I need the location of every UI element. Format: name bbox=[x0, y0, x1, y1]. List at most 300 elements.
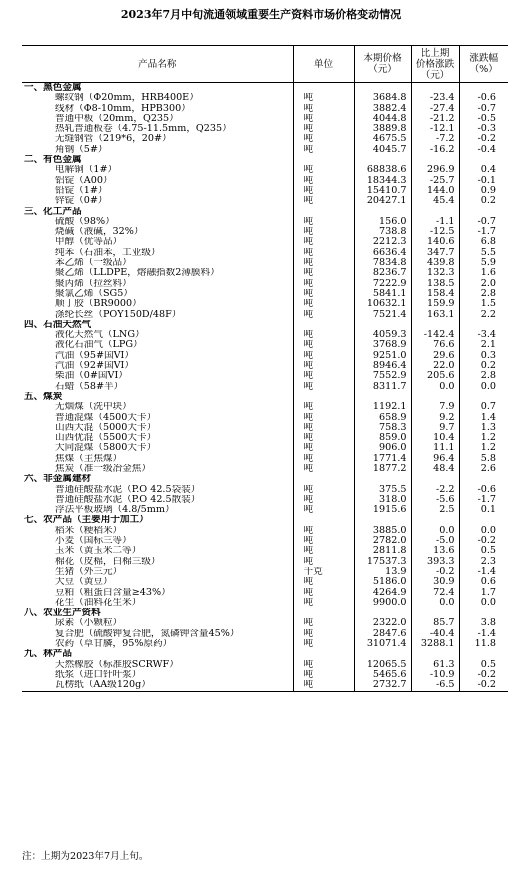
change-cell: 96.4 bbox=[411, 454, 459, 464]
product-name: 电解铜（1#） bbox=[55, 165, 118, 176]
table-row bbox=[22, 176, 508, 186]
product-name: 柴油（0#国VI） bbox=[55, 371, 128, 382]
pct-cell: -0.2 bbox=[459, 134, 508, 144]
product-name: 铝锭（A00） bbox=[55, 175, 113, 186]
category-row bbox=[22, 83, 508, 94]
table-row bbox=[22, 145, 508, 155]
table-row bbox=[22, 217, 508, 227]
category-label: 九、林产品 bbox=[24, 649, 72, 660]
unit-cell: 吨 bbox=[293, 577, 354, 587]
change-cell: -12.1 bbox=[411, 124, 459, 134]
pct-cell: -3.4 bbox=[459, 330, 508, 340]
table-row bbox=[22, 546, 508, 556]
change-cell: 0.0 bbox=[411, 598, 459, 608]
change-cell: 76.6 bbox=[411, 340, 459, 350]
pct-cell: -0.7 bbox=[459, 104, 508, 114]
pct-cell: -0.6 bbox=[459, 93, 508, 103]
table-row bbox=[22, 598, 508, 608]
table-row bbox=[22, 443, 508, 453]
table-row bbox=[22, 237, 508, 247]
change-cell bbox=[411, 649, 459, 659]
price-cell: 9251.0 bbox=[354, 351, 411, 361]
change-cell bbox=[411, 474, 459, 484]
unit-cell: 吨 bbox=[293, 237, 354, 247]
pct-cell: 0.0 bbox=[459, 526, 508, 536]
pct-cell bbox=[459, 474, 508, 484]
change-cell: 7.9 bbox=[411, 402, 459, 412]
change-cell: 11.1 bbox=[411, 443, 459, 453]
price-cell: 17537.3 bbox=[354, 557, 411, 567]
pct-cell: 2.3 bbox=[459, 557, 508, 567]
price-cell: 3684.8 bbox=[354, 93, 411, 103]
unit-cell bbox=[293, 83, 354, 94]
unit-cell: 吨 bbox=[293, 371, 354, 381]
table-row bbox=[22, 227, 508, 237]
pct-cell: 2.8 bbox=[459, 371, 508, 381]
pct-cell: 0.2 bbox=[459, 361, 508, 371]
product-name: 甲醇（优等品） bbox=[55, 237, 123, 248]
pct-cell: 5.5 bbox=[459, 248, 508, 258]
pct-cell: 5.8 bbox=[459, 454, 508, 464]
table-row bbox=[22, 567, 508, 577]
price-cell: 2322.0 bbox=[354, 618, 411, 628]
product-name: 浮法平板玻璃（4.8/5mm） bbox=[55, 505, 175, 516]
unit-cell: 吨 bbox=[293, 176, 354, 186]
table-row bbox=[22, 485, 508, 495]
table-row bbox=[22, 289, 508, 299]
unit-cell: 吨 bbox=[293, 279, 354, 289]
pct-cell: -0.6 bbox=[459, 485, 508, 495]
unit-cell: 吨 bbox=[293, 598, 354, 608]
pct-cell: 1.4 bbox=[459, 413, 508, 423]
unit-cell: 吨 bbox=[293, 258, 354, 268]
category-label: 二、有色金属 bbox=[24, 155, 82, 166]
table-row bbox=[22, 402, 508, 412]
unit-cell: 吨 bbox=[293, 351, 354, 361]
product-name: 热轧普通板卷（4.75-11.5mm，Q235） bbox=[55, 124, 232, 135]
table-row bbox=[22, 505, 508, 515]
product-name: 聚丙烯（拉丝料） bbox=[55, 278, 132, 289]
unit-cell: 吨 bbox=[293, 485, 354, 495]
pct-cell: 2.2 bbox=[459, 310, 508, 320]
change-cell: 45.4 bbox=[411, 196, 459, 206]
change-cell: 140.6 bbox=[411, 237, 459, 247]
price-cell: 1877.2 bbox=[354, 464, 411, 474]
unit-cell: 吨 bbox=[293, 361, 354, 371]
product-name: 纸浆（进口针叶浆） bbox=[55, 669, 142, 680]
pct-cell: -0.2 bbox=[459, 670, 508, 680]
product-name: 铅锭（1#） bbox=[55, 185, 108, 196]
pct-cell: -0.4 bbox=[459, 145, 508, 155]
price-table bbox=[22, 45, 508, 692]
table-row bbox=[22, 134, 508, 144]
product-name: 棉花（皮棉，白棉三级） bbox=[55, 556, 161, 567]
pct-cell: 0.2 bbox=[459, 196, 508, 206]
unit-cell: 吨 bbox=[293, 557, 354, 567]
table-row bbox=[22, 577, 508, 587]
product-name: 线材（Φ8-10mm，HPB300） bbox=[55, 103, 191, 114]
pct-cell: 2.1 bbox=[459, 340, 508, 350]
price-cell: 4059.3 bbox=[354, 330, 411, 340]
change-cell: 144.0 bbox=[411, 186, 459, 196]
unit-cell: 吨 bbox=[293, 495, 354, 505]
product-name: 汽油（92#国VI） bbox=[55, 361, 134, 372]
product-name: 液化天然气（LNG） bbox=[55, 330, 145, 341]
product-name: 花生（油料花生米） bbox=[55, 597, 142, 608]
product-name: 农药（草甘膦，95%原药） bbox=[55, 639, 173, 650]
product-name: 生猪（外三元） bbox=[55, 566, 123, 577]
unit-cell: 吨 bbox=[293, 248, 354, 258]
price-cell: 3889.8 bbox=[354, 124, 411, 134]
table-row bbox=[22, 371, 508, 381]
header-name: 产品名称 bbox=[22, 46, 293, 83]
category-row bbox=[22, 207, 508, 217]
price-cell: 8946.4 bbox=[354, 361, 411, 371]
price-cell: 7834.8 bbox=[354, 258, 411, 268]
price-cell: 18344.3 bbox=[354, 176, 411, 186]
product-name: 山西优混（5500大卡） bbox=[55, 433, 157, 444]
footnote: 注：上期为2023年7月上旬。 bbox=[22, 851, 149, 862]
table-row bbox=[22, 413, 508, 423]
price-cell: 68838.6 bbox=[354, 165, 411, 175]
pct-cell bbox=[459, 83, 508, 94]
table-row bbox=[22, 464, 508, 474]
change-cell: -16.2 bbox=[411, 145, 459, 155]
pct-cell: 0.1 bbox=[459, 505, 508, 515]
pct-cell: -1.7 bbox=[459, 495, 508, 505]
pct-cell: 0.5 bbox=[459, 546, 508, 556]
price-cell: 12065.5 bbox=[354, 660, 411, 670]
product-name: 普通混煤（4500大卡） bbox=[55, 412, 157, 423]
unit-cell bbox=[293, 608, 354, 618]
unit-cell: 吨 bbox=[293, 454, 354, 464]
price-cell: 4675.5 bbox=[354, 134, 411, 144]
unit-cell: 吨 bbox=[293, 680, 354, 691]
unit-cell: 吨 bbox=[293, 93, 354, 103]
change-cell bbox=[411, 83, 459, 94]
table-row bbox=[22, 340, 508, 350]
price-cell: 1771.4 bbox=[354, 454, 411, 464]
change-cell: 3288.1 bbox=[411, 639, 459, 649]
change-cell: 138.5 bbox=[411, 279, 459, 289]
change-cell: 29.6 bbox=[411, 351, 459, 361]
change-cell: 205.6 bbox=[411, 371, 459, 381]
change-cell bbox=[411, 155, 459, 165]
category-row bbox=[22, 474, 508, 484]
unit-cell bbox=[293, 649, 354, 659]
pct-cell: 0.3 bbox=[459, 351, 508, 361]
unit-cell: 吨 bbox=[293, 618, 354, 628]
pct-cell: 0.9 bbox=[459, 186, 508, 196]
unit-cell: 吨 bbox=[293, 289, 354, 299]
price-cell bbox=[354, 392, 411, 402]
pct-cell: 1.3 bbox=[459, 423, 508, 433]
change-cell: 159.9 bbox=[411, 299, 459, 309]
product-name: 大同混煤（5800大卡） bbox=[55, 443, 157, 454]
change-cell: 2.5 bbox=[411, 505, 459, 515]
price-cell: 6636.4 bbox=[354, 248, 411, 258]
change-cell bbox=[411, 320, 459, 330]
table-row bbox=[22, 310, 508, 320]
unit-cell: 吨 bbox=[293, 402, 354, 412]
product-name: 锌锭（0#） bbox=[55, 196, 108, 207]
change-cell: 347.7 bbox=[411, 248, 459, 258]
pct-cell: 5.9 bbox=[459, 258, 508, 268]
product-name: 无烟煤（洗中块） bbox=[55, 402, 132, 413]
unit-cell: 吨 bbox=[293, 660, 354, 670]
unit-cell: 吨 bbox=[293, 330, 354, 340]
pct-cell bbox=[459, 649, 508, 659]
table-row bbox=[22, 423, 508, 433]
change-cell: 61.3 bbox=[411, 660, 459, 670]
product-name: 玉米（黄玉米二等） bbox=[55, 546, 142, 557]
change-cell: -40.4 bbox=[411, 629, 459, 639]
table-row bbox=[22, 186, 508, 196]
price-cell: 8311.7 bbox=[354, 382, 411, 392]
unit-cell: 吨 bbox=[293, 124, 354, 134]
price-cell bbox=[354, 608, 411, 618]
pct-cell: 0.5 bbox=[459, 660, 508, 670]
pct-cell: -1.4 bbox=[459, 629, 508, 639]
table-row bbox=[22, 279, 508, 289]
pct-cell: 0.0 bbox=[459, 598, 508, 608]
product-name: 硫酸（98%） bbox=[55, 216, 115, 227]
price-cell: 738.8 bbox=[354, 227, 411, 237]
change-cell: 85.7 bbox=[411, 618, 459, 628]
pct-cell: 1.5 bbox=[459, 299, 508, 309]
unit-cell: 吨 bbox=[293, 217, 354, 227]
change-cell: 22.0 bbox=[411, 361, 459, 371]
change-cell: -5.6 bbox=[411, 495, 459, 505]
change-cell: -2.2 bbox=[411, 485, 459, 495]
unit-cell: 千克 bbox=[293, 567, 354, 577]
price-cell: 5841.1 bbox=[354, 289, 411, 299]
unit-cell: 吨 bbox=[293, 186, 354, 196]
pct-cell: 0.0 bbox=[459, 382, 508, 392]
change-cell: -10.9 bbox=[411, 670, 459, 680]
category-label: 四、石油天然气 bbox=[24, 319, 92, 330]
product-name: 尿素（小颗粒） bbox=[55, 618, 123, 629]
price-cell: 906.0 bbox=[354, 443, 411, 453]
table-row bbox=[22, 382, 508, 392]
change-cell: 296.9 bbox=[411, 165, 459, 175]
change-cell: 132.3 bbox=[411, 268, 459, 278]
price-cell: 7552.9 bbox=[354, 371, 411, 381]
header-change: 比上期 价格涨跌 （元） bbox=[411, 46, 459, 83]
unit-cell: 吨 bbox=[293, 310, 354, 320]
table-row bbox=[22, 104, 508, 114]
change-cell: -142.4 bbox=[411, 330, 459, 340]
change-cell bbox=[411, 608, 459, 618]
table-row bbox=[22, 248, 508, 258]
unit-cell bbox=[293, 320, 354, 330]
pct-cell: 0.4 bbox=[459, 165, 508, 175]
unit-cell: 吨 bbox=[293, 227, 354, 237]
pct-cell: 1.2 bbox=[459, 433, 508, 443]
pct-cell: 11.8 bbox=[459, 639, 508, 649]
price-cell: 859.0 bbox=[354, 433, 411, 443]
product-name: 焦炭（准一级冶金焦） bbox=[55, 463, 151, 474]
change-cell: -21.2 bbox=[411, 114, 459, 124]
category-row bbox=[22, 155, 508, 165]
pct-cell: -0.3 bbox=[459, 124, 508, 134]
table-row bbox=[22, 165, 508, 175]
change-cell: 48.4 bbox=[411, 464, 459, 474]
change-cell: 72.4 bbox=[411, 588, 459, 598]
product-name: 天然橡胶（标准胶SCRWF） bbox=[55, 659, 179, 670]
product-name: 液化石油气（LPG） bbox=[55, 340, 143, 351]
price-cell: 375.5 bbox=[354, 485, 411, 495]
unit-cell: 吨 bbox=[293, 536, 354, 546]
table-row bbox=[22, 670, 508, 680]
table-row bbox=[22, 618, 508, 628]
header-price: 本期价格 （元） bbox=[354, 46, 411, 83]
unit-cell bbox=[293, 515, 354, 525]
product-name: 焦煤（主焦煤） bbox=[55, 453, 123, 464]
pct-cell bbox=[459, 608, 508, 618]
price-cell: 2732.7 bbox=[354, 680, 411, 691]
product-name: 普通硅酸盐水泥（P.O 42.5袋装） bbox=[55, 484, 201, 495]
price-cell: 318.0 bbox=[354, 495, 411, 505]
product-name: 汽油（95#国VI） bbox=[55, 350, 134, 361]
pct-cell: 6.8 bbox=[459, 237, 508, 247]
change-cell: 0.0 bbox=[411, 526, 459, 536]
table-row bbox=[22, 660, 508, 670]
unit-cell bbox=[293, 474, 354, 484]
table-row bbox=[22, 639, 508, 649]
price-cell bbox=[354, 320, 411, 330]
product-name: 普通中板（20mm，Q235） bbox=[55, 113, 179, 124]
price-cell: 7222.9 bbox=[354, 279, 411, 289]
category-label: 一、黑色金属 bbox=[24, 82, 82, 93]
change-cell: -27.4 bbox=[411, 104, 459, 114]
category-row bbox=[22, 392, 508, 402]
unit-cell bbox=[293, 392, 354, 402]
price-cell: 10632.1 bbox=[354, 299, 411, 309]
change-cell: 158.4 bbox=[411, 289, 459, 299]
price-cell: 2782.0 bbox=[354, 536, 411, 546]
price-cell: 31071.4 bbox=[354, 639, 411, 649]
header-pct: 涨跌幅 （%） bbox=[459, 46, 508, 83]
change-cell: 9.7 bbox=[411, 423, 459, 433]
change-cell: -0.2 bbox=[411, 567, 459, 577]
price-cell: 3885.0 bbox=[354, 526, 411, 536]
price-cell: 5465.6 bbox=[354, 670, 411, 680]
pct-cell: 2.0 bbox=[459, 279, 508, 289]
unit-cell: 吨 bbox=[293, 165, 354, 175]
price-cell: 13.9 bbox=[354, 567, 411, 577]
change-cell: 10.4 bbox=[411, 433, 459, 443]
change-cell: -12.5 bbox=[411, 227, 459, 237]
pct-cell: -0.2 bbox=[459, 680, 508, 691]
table-row bbox=[22, 680, 508, 691]
pct-cell: -1.7 bbox=[459, 227, 508, 237]
category-label: 三、化工产品 bbox=[24, 206, 82, 217]
category-row bbox=[22, 515, 508, 525]
change-cell: 439.8 bbox=[411, 258, 459, 268]
price-cell: 1915.6 bbox=[354, 505, 411, 515]
pct-cell bbox=[459, 515, 508, 525]
change-cell: 0.0 bbox=[411, 382, 459, 392]
unit-cell: 吨 bbox=[293, 268, 354, 278]
table-row bbox=[22, 330, 508, 340]
unit-cell: 吨 bbox=[293, 382, 354, 392]
table-row bbox=[22, 351, 508, 361]
product-name: 苯乙烯（一级品） bbox=[55, 258, 132, 269]
change-cell: 393.3 bbox=[411, 557, 459, 567]
product-name: 无缝钢管（219*6，20#） bbox=[55, 134, 172, 145]
product-name: 涤纶长丝（POY150D/48F） bbox=[55, 309, 182, 320]
unit-cell: 吨 bbox=[293, 299, 354, 309]
table-row bbox=[22, 588, 508, 598]
pct-cell bbox=[459, 207, 508, 217]
change-cell bbox=[411, 207, 459, 217]
unit-cell: 吨 bbox=[293, 104, 354, 114]
product-name: 顺丁胶（BR9000） bbox=[55, 299, 142, 310]
change-cell: 30.9 bbox=[411, 577, 459, 587]
unit-cell: 吨 bbox=[293, 443, 354, 453]
product-name: 烧碱（液碱，32%） bbox=[55, 227, 144, 238]
pct-cell: 0.6 bbox=[459, 577, 508, 587]
category-label: 七、农产品（主要用于加工） bbox=[24, 515, 149, 526]
price-cell bbox=[354, 474, 411, 484]
price-cell: 8236.7 bbox=[354, 268, 411, 278]
unit-cell: 吨 bbox=[293, 114, 354, 124]
price-cell bbox=[354, 83, 411, 94]
product-name: 复合肥（硫酸钾复合肥，氮磷钾含量45%） bbox=[55, 628, 240, 639]
unit-cell: 吨 bbox=[293, 413, 354, 423]
category-row bbox=[22, 649, 508, 659]
unit-cell bbox=[293, 207, 354, 217]
price-cell: 15410.7 bbox=[354, 186, 411, 196]
unit-cell: 吨 bbox=[293, 526, 354, 536]
price-cell: 2847.6 bbox=[354, 629, 411, 639]
price-cell: 2212.3 bbox=[354, 237, 411, 247]
table-row bbox=[22, 114, 508, 124]
change-cell: -5.0 bbox=[411, 536, 459, 546]
product-name: 聚氯乙烯（SG5） bbox=[55, 288, 133, 299]
table-body bbox=[22, 83, 508, 692]
product-name: 稻米（粳稻米） bbox=[55, 525, 123, 536]
unit-cell: 吨 bbox=[293, 505, 354, 515]
unit-cell: 吨 bbox=[293, 588, 354, 598]
price-cell: 156.0 bbox=[354, 217, 411, 227]
table-row bbox=[22, 454, 508, 464]
product-name: 瓦楞纸（AA级120g） bbox=[22, 680, 293, 691]
change-cell: 163.1 bbox=[411, 310, 459, 320]
table-row bbox=[22, 526, 508, 536]
product-name: 角钢（5#） bbox=[55, 144, 108, 155]
price-cell: 658.9 bbox=[354, 413, 411, 423]
unit-cell: 吨 bbox=[293, 423, 354, 433]
unit-cell: 吨 bbox=[293, 670, 354, 680]
product-name: 小麦（国标三等） bbox=[55, 536, 132, 547]
pct-cell: -0.1 bbox=[459, 176, 508, 186]
category-label: 五、煤炭 bbox=[24, 391, 63, 402]
price-cell bbox=[354, 207, 411, 217]
change-cell: -7.2 bbox=[411, 134, 459, 144]
pct-cell: -0.2 bbox=[459, 536, 508, 546]
category-label: 六、非金属建材 bbox=[24, 474, 92, 485]
category-row bbox=[22, 320, 508, 330]
table-row bbox=[22, 495, 508, 505]
price-cell: 1192.1 bbox=[354, 402, 411, 412]
product-name: 豆粕（粗蛋白含量≥43%） bbox=[55, 587, 171, 598]
unit-cell: 吨 bbox=[293, 629, 354, 639]
pct-cell: 1.7 bbox=[459, 588, 508, 598]
pct-cell: -0.7 bbox=[459, 217, 508, 227]
pct-cell: 0.7 bbox=[459, 402, 508, 412]
